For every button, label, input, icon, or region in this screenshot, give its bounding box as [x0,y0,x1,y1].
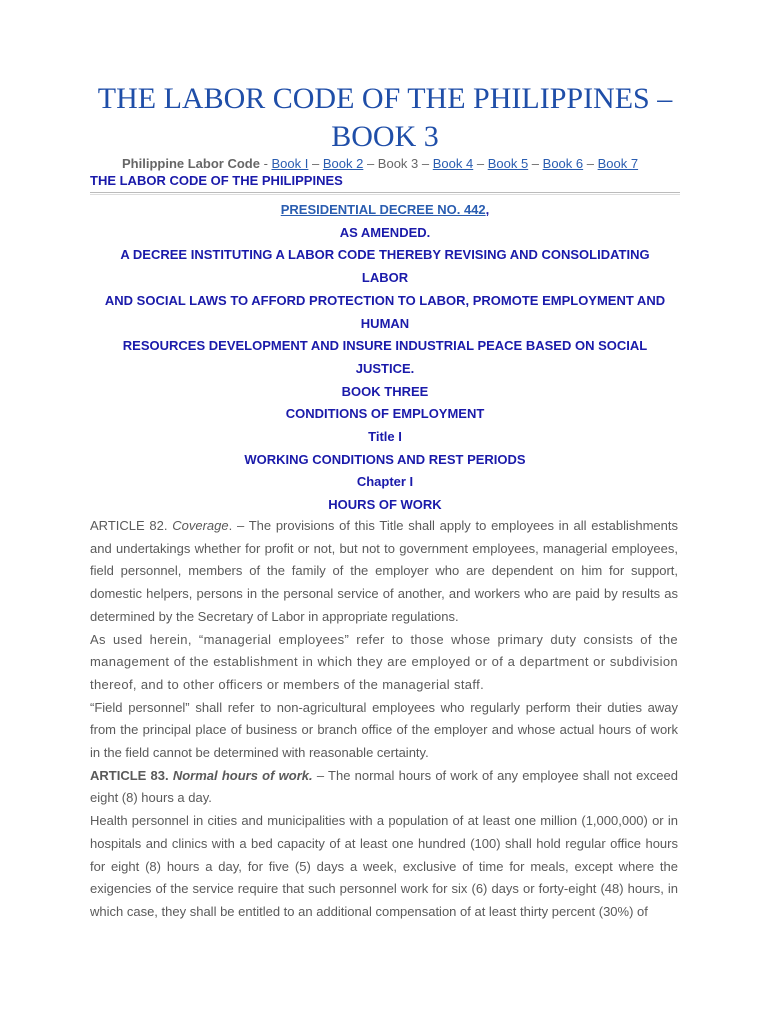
decree-line: JUSTICE. [355,360,415,376]
nav-dash: – [308,156,323,171]
nav-dash: – [473,156,488,171]
decree-line: LABOR [361,270,409,286]
nav-dash: – [583,156,598,171]
book-subheading: CONDITIONS OF EMPLOYMENT [285,406,485,422]
nav-link-book-2[interactable]: Book 2 [322,156,364,171]
nav-link-book-7[interactable]: Book 7 [597,156,639,171]
article-82-text: . – The provisions of this Title shall apply to employees in all establishments and undertakings whether for profit or not, but not to government employees, managerial employees, field personnel, members of the family of the employer who are dependent on him for support, domestic helpers, persons in the personal service of another, and workers who are paid by results as determined by the Secretary of Labor in appropriate regulations. [90,518,678,624]
article-82-paragraph-3: “Field personnel” shall refer to non-agricultural employees who regularly perform their duties away from the principal place of business or branch office of the employer and whose actual hours of work in the field cannot be determined with reasonable certainty. [90,699,678,761]
decree-header [90,199,680,517]
nav-link-book-6[interactable]: Book 6 [542,156,584,171]
nav-dash: – [528,156,543,171]
presidential-decree-link[interactable]: PRESIDENTIAL DECREE NO. 442 [280,202,486,217]
article-83-paragraph-2: Health personnel in cities and municipalities with a population of at least one million (1,000,000) or in hospitals and clinics with a bed capacity of at least one hundred (100) shall hold regular office hours for eight (8) hours a day, for five (5) days a week, exclusive of time for meals, except where the exigencies of the service require that such personnel work for six (6) days or forty-eight (48) hours, in which case, they shall be entitled to an additional compensation of at least thirty percent (30%) of [90,813,678,919]
nav-current-book-3: Book 3 [377,156,419,171]
decree-line: AND SOCIAL LAWS TO AFFORD PROTECTION TO LABOR, PROMOTE EMPLOYMENT AND [104,292,666,308]
book-heading: BOOK THREE [341,383,429,399]
title-heading: Title I [368,429,402,445]
nav-link-book-4[interactable]: Book 4 [432,156,474,171]
decree-title-line [90,199,680,222]
nav-link-book-1[interactable]: Book I [271,156,309,171]
article-83-paragraph [90,765,678,810]
decree-line: AS AMENDED. [339,224,431,240]
nav-dash: – [363,156,378,171]
article-83-text: – The normal hours of work of any employee shall not exceed eight (8) hours a day. [90,767,678,806]
horizontal-divider [90,192,680,195]
book-navigation [122,156,638,172]
document-body [90,515,678,924]
page-title: THE LABOR CODE OF THE PHILIPPINES – BOOK 3 [97,82,673,153]
nav-label: Philippine Labor Code [122,156,260,171]
nav-separator: - [259,156,272,171]
article-83-heading: Normal hours of work. [172,767,313,783]
title-subheading: WORKING CONDITIONS AND REST PERIODS [244,451,526,467]
chapter-subheading: HOURS OF WORK [328,497,442,513]
article-82-heading: Coverage [172,518,229,533]
document-subtitle: THE LABOR CODE OF THE PHILIPPINES [90,173,343,188]
nav-link-book-5[interactable]: Book 5 [487,156,529,171]
decree-line: A DECREE INSTITUTING A LABOR CODE THEREBY REVISING AND CONSOLIDATING [120,247,650,263]
article-82-paragraph-2: As used herein, “managerial employees” refer to those whose primary duty consists of the management of the establishment in which they are employed or of a department or subdivision thereof, and to other officers or members of the managerial staff. [90,631,678,692]
decree-comma: , [485,202,490,217]
article-82-paragraph [90,515,678,629]
article-83-label: ARTICLE 83. [90,767,169,783]
decree-line: HUMAN [360,315,410,331]
chapter-heading: Chapter I [356,474,414,490]
nav-dash: – [418,156,433,171]
article-82-label: ARTICLE 82. [90,518,168,533]
decree-line: RESOURCES DEVELOPMENT AND INSURE INDUSTRIAL PEACE BASED ON SOCIAL [122,338,648,354]
